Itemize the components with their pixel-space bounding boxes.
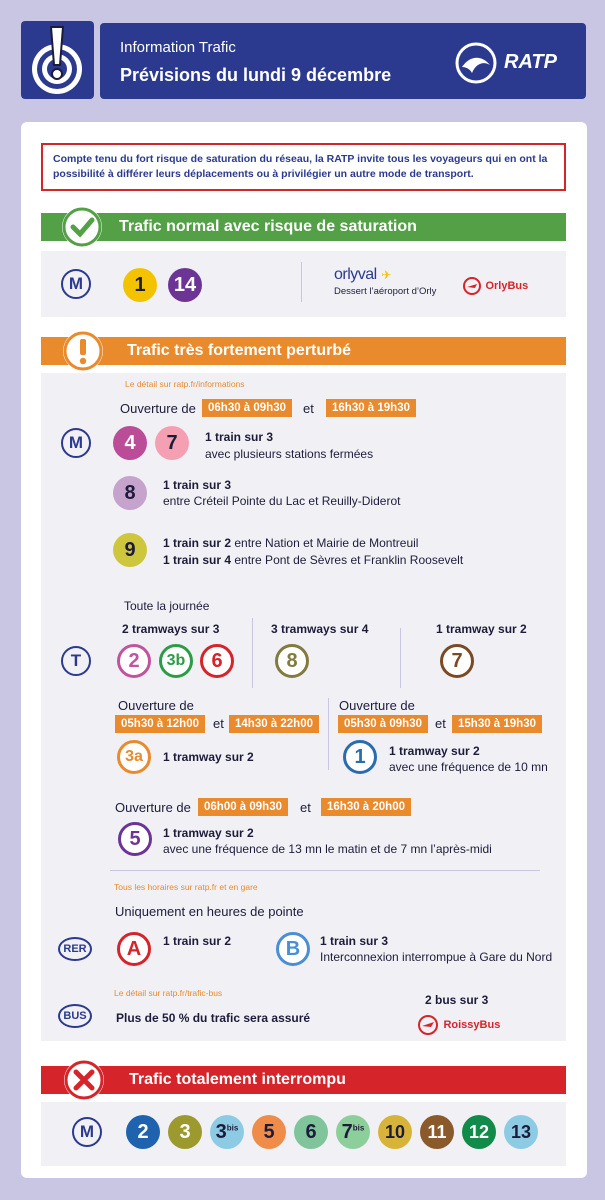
metro-line-number: 10: [384, 1122, 406, 1142]
metro-line-4[interactable]: 4: [113, 426, 147, 460]
cross-badge: [64, 1060, 104, 1100]
rer-b-frequency: 1 train sur 3: [320, 934, 389, 948]
tram-open-a-and: et: [213, 716, 224, 731]
orlyval-caption: Dessert l’aéroport d’Orly: [334, 286, 437, 297]
metro-line-7bis[interactable]: [336, 1115, 370, 1149]
metro-line-3[interactable]: [168, 1115, 202, 1149]
tram-group3-label: 1 tramway sur 2: [436, 622, 527, 636]
roissybus-logo[interactable]: [417, 1014, 500, 1036]
header-title: Prévisions du lundi 9 décembre: [120, 65, 392, 85]
orlyval-wordmark: orlyval: [334, 266, 377, 283]
metro-mode-icon: M: [61, 269, 91, 299]
rer-peak-only: Uniquement en heures de pointe: [115, 904, 304, 919]
metro-line-11[interactable]: [420, 1115, 454, 1149]
metro-line-number: 6: [305, 1121, 317, 1143]
section-perturbed-title: Trafic très fortement perturbé: [127, 342, 352, 359]
tram-line-7[interactable]: 7: [440, 644, 474, 678]
tram-group2-label: 3 tramways sur 4: [271, 622, 369, 636]
metro-9-b-frequency: 1 train sur 4: [163, 553, 232, 567]
metro-line-number: 12: [468, 1122, 490, 1142]
metro-9-a-frequency: 1 train sur 2: [163, 536, 232, 550]
orlyval-logo[interactable]: [334, 266, 436, 297]
hours-link[interactable]: Tous les horaires sur ratp.fr et en gare: [114, 882, 258, 892]
tram-open-c-and: et: [300, 800, 311, 815]
header-bar: [100, 23, 586, 99]
tram-5-frequency: 1 tramway sur 2: [163, 826, 254, 840]
metro-8-detail: entre Créteil Pointe du Lac et Reuilly-Diderot: [163, 494, 401, 508]
metro-line-9[interactable]: 9: [113, 533, 147, 567]
tram-open-c-label: Ouverture de: [115, 800, 191, 815]
tram-open-b-label: Ouverture de: [339, 698, 415, 713]
separator: [110, 870, 540, 871]
alert-badge: [21, 21, 94, 99]
ratp-logo[interactable]: [454, 41, 574, 85]
tram-mode-icon: T: [61, 646, 91, 676]
tram-line-3b[interactable]: 3b: [159, 644, 193, 678]
metro-line-7[interactable]: 7: [155, 426, 189, 460]
metro-line-number: 13: [510, 1122, 532, 1142]
metro-line-number: 3: [215, 1121, 227, 1143]
separator: [328, 698, 329, 770]
header-subtitle: Information Trafic: [120, 39, 236, 56]
metro-line-suffix: bis: [226, 1123, 239, 1133]
metro-line-5[interactable]: [252, 1115, 286, 1149]
orlybus-label: OrlyBus: [485, 280, 529, 292]
metro-line-3bis[interactable]: [210, 1115, 244, 1149]
ratp-emblem-icon: [454, 41, 498, 85]
metro-slot-2: 16h30 à 19h30: [326, 399, 416, 417]
metro-line-2[interactable]: [126, 1115, 160, 1149]
separator: [252, 618, 253, 688]
bus-mode-icon: BUS: [58, 1004, 92, 1028]
rer-b-detail: Interconnexion interrompue à Gare du Nord: [320, 950, 553, 964]
metro-9-line-a: [163, 535, 418, 551]
section-normal-bar: [41, 213, 566, 241]
tram-open-c-slot2: 16h30 à 20h00: [321, 798, 411, 816]
orlybus-icon: [463, 277, 481, 295]
metro-line-number: 7: [341, 1121, 353, 1143]
tram-open-b-and: et: [435, 716, 446, 731]
tram-1-frequency: 1 tramway sur 2: [389, 744, 480, 758]
metro-line-number: 3: [179, 1121, 191, 1143]
bus-detail-link[interactable]: Le détail sur ratp.fr/trafic-bus: [114, 988, 223, 998]
metro-line-suffix: bis: [352, 1123, 365, 1133]
metro-9-b-detail: entre Pont de Sèvres et Franklin Roosevelt: [234, 553, 464, 567]
tram-line-1[interactable]: 1: [343, 740, 377, 774]
metro-line-10[interactable]: [378, 1115, 412, 1149]
tram-open-c-slot1: 06h00 à 09h30: [198, 798, 288, 816]
check-badge: [62, 207, 102, 247]
section-interrupted-bar: [41, 1066, 566, 1094]
rer-line-a[interactable]: A: [117, 932, 151, 966]
tram-group1-label: 2 tramways sur 3: [122, 622, 220, 636]
rer-line-b[interactable]: B: [276, 932, 310, 966]
metro-line-14[interactable]: 14: [168, 268, 202, 302]
metro-4-7-frequency: 1 train sur 3: [205, 430, 274, 444]
metro-line-number: 11: [427, 1122, 447, 1142]
exclamation-target-icon: [21, 21, 94, 99]
tram-1-detail: avec une fréquence de 10 mn: [389, 760, 548, 774]
metro-line-8[interactable]: 8: [113, 476, 147, 510]
closed-lines: [126, 1115, 556, 1151]
metro-line-number: 5: [263, 1121, 275, 1143]
tram-line-5[interactable]: 5: [118, 822, 152, 856]
metro-line-13[interactable]: [504, 1115, 538, 1149]
metro-line-number: 2: [137, 1121, 149, 1143]
tram-open-b-slot2: 15h30 à 19h30: [452, 715, 542, 733]
exclamation-icon: [63, 331, 103, 371]
section-perturbed-bar: [41, 337, 566, 365]
metro-line-6[interactable]: [294, 1115, 328, 1149]
metro-4-7-detail: avec plusieurs stations fermées: [205, 447, 374, 461]
ratp-wordmark: RATP: [504, 51, 557, 73]
separator: [400, 628, 401, 688]
metro-slot-1: 06h30 à 09h30: [202, 399, 292, 417]
roissybus-icon: [417, 1014, 439, 1036]
metro-line-1[interactable]: 1: [123, 268, 157, 302]
metro-9-a-detail: entre Nation et Mairie de Montreuil: [234, 536, 419, 550]
tram-line-8[interactable]: 8: [275, 644, 309, 678]
metro-mode-icon: M: [72, 1117, 102, 1147]
tram-all-day: Toute la journée: [124, 599, 210, 613]
rer-a-frequency: 1 train sur 2: [163, 934, 232, 948]
section-normal-title: Trafic normal avec risque de saturation: [119, 218, 417, 235]
tram-open-b-slot1: 05h30 à 09h30: [338, 715, 428, 733]
tram-line-2[interactable]: 2: [117, 644, 151, 678]
tram-open-a-label: Ouverture de: [118, 698, 194, 713]
detail-link[interactable]: Le détail sur ratp.fr/informations: [125, 379, 245, 389]
metro-8-frequency: 1 train sur 3: [163, 478, 232, 492]
metro-9-line-b: [163, 552, 463, 568]
tram-open-a-slot1: 05h30 à 12h00: [115, 715, 205, 733]
tram-5-detail: avec une fréquence de 13 mn le matin et de 7 mn l’après-midi: [163, 842, 492, 856]
roissybus-frequency: 2 bus sur 3: [425, 993, 489, 1007]
plane-icon: ✈: [381, 268, 392, 282]
close-icon: [64, 1060, 104, 1100]
bus-traffic-text: Plus de 50 % du trafic sera assuré: [116, 1011, 311, 1025]
check-icon: [62, 207, 102, 247]
section-interrupted-title: Trafic totalement interrompu: [129, 1071, 346, 1088]
notice-box: Compte tenu du fort risque de saturation du réseau, la RATP invite tous les voyageurs qui en ont la possibilité à différer leurs déplacements ou à privilégier un autre mode de transport.: [41, 143, 566, 191]
tram-3a-frequency: 1 tramway sur 2: [163, 750, 254, 764]
metro-mode-icon: M: [61, 428, 91, 458]
orlybus-logo[interactable]: [463, 277, 528, 295]
tram-open-a-slot2: 14h30 à 22h00: [229, 715, 319, 733]
warning-badge: [63, 331, 103, 371]
tram-line-6[interactable]: 6: [200, 644, 234, 678]
rer-mode-icon: RER: [58, 937, 92, 961]
metro-line-12[interactable]: [462, 1115, 496, 1149]
separator: [301, 262, 302, 302]
roissybus-label: RoissyBus: [443, 1019, 501, 1031]
metro-and: et: [303, 401, 314, 416]
metro-opening-label: Ouverture de: [120, 401, 196, 416]
tram-line-3a[interactable]: 3a: [117, 740, 151, 774]
